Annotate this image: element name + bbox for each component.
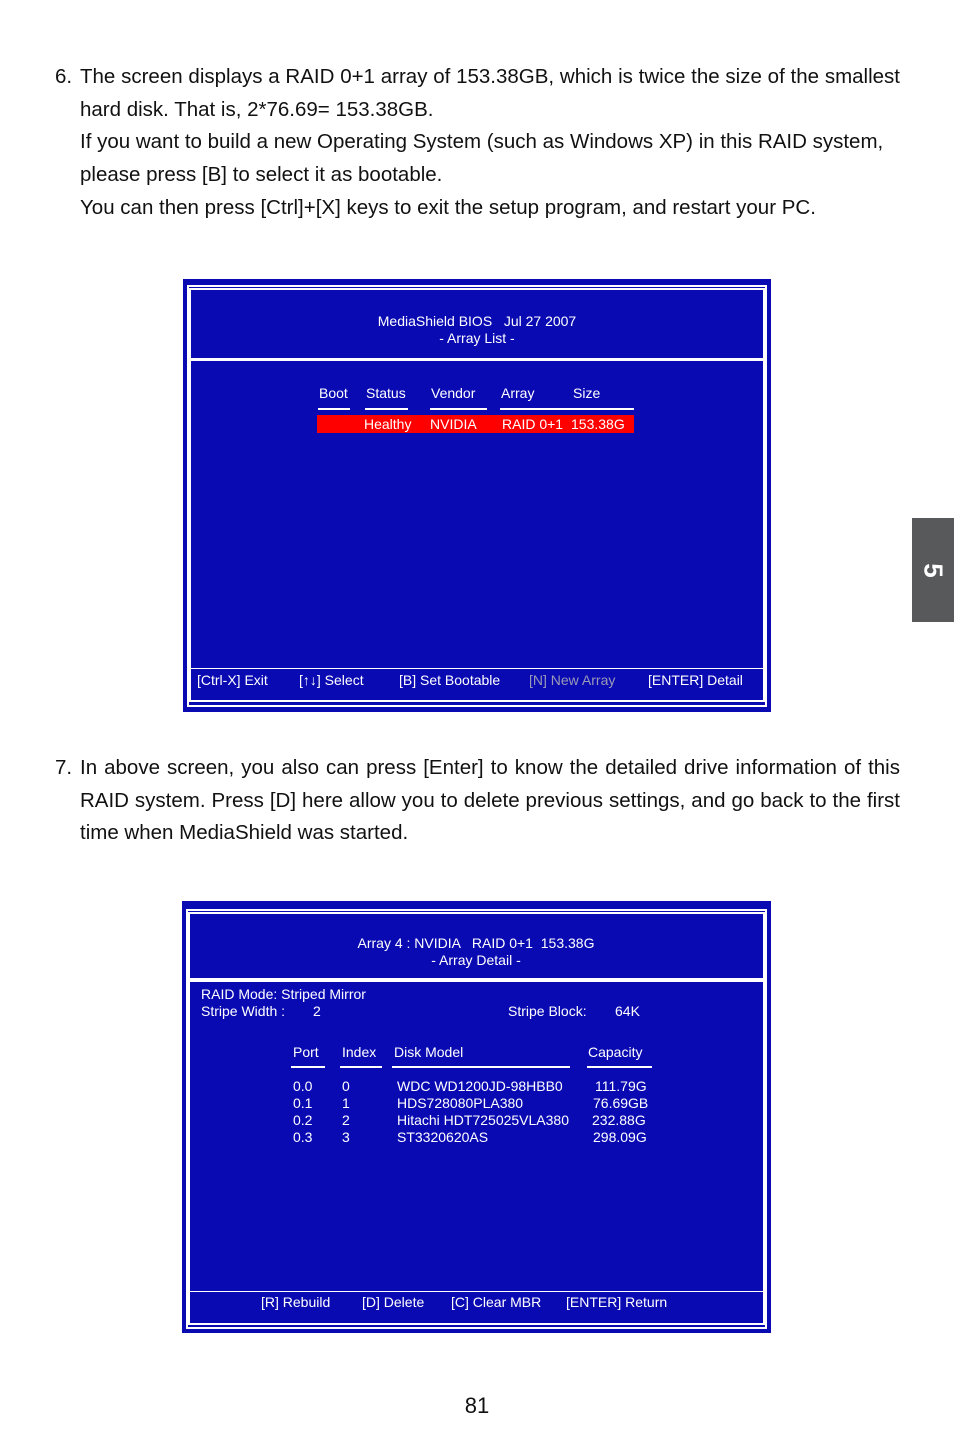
bios-title (191, 313, 763, 347)
stripe-block-value: 64K (615, 1003, 640, 1019)
step-7-text: In above screen, you also can press [Enter] to know the detailed drive information of this RAID system. Press [D] here allow you to delete previous settings, and go back to the first time when MediaShield was started. (80, 756, 900, 845)
footer-divider (191, 668, 763, 669)
stripe-width-label: Stripe Width : (201, 1003, 286, 1019)
row-status: Healthy (364, 416, 412, 432)
step-6-line-1: The screen displays a RAID 0+1 array of 153.38GB, which is twice the size of the smallest hard disk. That is, 2*76.69= 153.38GB. (80, 65, 900, 121)
footer-set-bootable[interactable]: [B] Set Bootable (399, 672, 501, 688)
stripe-block-label: Stripe Block: (508, 1003, 587, 1019)
col-boot-underline (318, 408, 350, 410)
row-index: 3 (342, 1129, 350, 1145)
row-capacity: 111.79G (595, 1078, 647, 1094)
footer-divider (190, 1291, 763, 1292)
col-vendor-underline (430, 408, 487, 410)
col-capacity-header: Capacity (588, 1044, 643, 1060)
col-size-header: Size (573, 385, 601, 401)
step-7 (55, 752, 900, 850)
body-panel (189, 359, 765, 702)
body-panel (188, 980, 765, 1325)
row-model: ST3320620AS (397, 1129, 489, 1145)
col-index-header: Index (342, 1044, 377, 1060)
bios-subtitle: - Array List - (439, 330, 515, 346)
footer-exit[interactable]: [Ctrl-X] Exit (197, 672, 268, 688)
row-index: 0 (342, 1078, 350, 1094)
row-port: 0.2 (293, 1112, 313, 1128)
row-array: RAID 0+1 (502, 416, 564, 432)
row-port: 0.3 (293, 1129, 313, 1145)
row-index: 2 (342, 1112, 350, 1128)
step-6-number: 6. (55, 65, 73, 88)
footer-select[interactable] (299, 672, 364, 688)
row-port: 0.1 (293, 1095, 313, 1111)
footer-detail[interactable]: [ENTER] Detail (648, 672, 743, 688)
down-arrow-icon: ↓ (309, 672, 317, 688)
col-index-underline (340, 1066, 382, 1068)
raid-mode: RAID Mode: Striped Mirror (201, 986, 366, 1002)
col-array-header: Array (501, 385, 535, 401)
chapter-tab (912, 518, 954, 622)
col-array-size-underline (500, 408, 634, 410)
row-model: Hitachi HDT725025VLA380 (397, 1112, 569, 1128)
row-model: WDC WD1200JD-98HBB0 (397, 1078, 563, 1094)
row-port: 0.0 (293, 1078, 313, 1094)
col-status-header: Status (366, 385, 406, 401)
col-vendor-header: Vendor (431, 385, 476, 401)
step-6 (55, 61, 900, 225)
col-port-underline (291, 1066, 325, 1068)
col-disk-model-header: Disk Model (394, 1044, 464, 1060)
footer-rebuild[interactable]: [R] Rebuild (261, 1294, 331, 1310)
row-capacity: 76.69GB (593, 1095, 649, 1111)
detail-title (190, 935, 762, 969)
footer-new-array: [N] New Array (529, 672, 616, 688)
col-port-header: Port (293, 1044, 319, 1060)
up-arrow-icon: ↑ (302, 672, 310, 688)
bios-array-detail-screen (182, 901, 771, 1333)
select-bracket-open: [ (299, 672, 303, 688)
chapter-number: 5 (918, 562, 949, 578)
step-6-line-3: You can then press [Ctrl]+[X] keys to exit the setup program, and restart your PC. (80, 195, 816, 219)
row-capacity: 298.09G (593, 1129, 647, 1145)
detail-title-text: Array 4 : NVIDIA RAID 0+1 153.38G (357, 935, 595, 951)
bios-title-text: MediaShield BIOS Jul 27 2007 (377, 313, 577, 329)
col-capacity-underline (587, 1066, 652, 1068)
row-capacity: 232.88G (592, 1112, 646, 1128)
select-label: ] Select (316, 672, 364, 688)
col-status-underline (365, 408, 408, 410)
footer-delete[interactable]: [D] Delete (362, 1294, 425, 1310)
bios-array-list-screen (183, 279, 771, 712)
row-index: 1 (342, 1095, 350, 1111)
footer-return[interactable]: [ENTER] Return (566, 1294, 668, 1310)
row-model: HDS728080PLA380 (397, 1095, 524, 1111)
step-6-line-2: If you want to build a new Operating System (such as Windows XP) in this RAID system, please press [B] to select it as bootable. (80, 130, 884, 187)
stripe-width-value: 2 (313, 1003, 321, 1019)
footer-clear-mbr[interactable]: [C] Clear MBR (451, 1294, 542, 1310)
col-disk-model-underline (392, 1066, 570, 1068)
page-number: 81 (464, 1393, 490, 1418)
detail-subtitle: - Array Detail - (431, 952, 521, 968)
col-boot-header: Boot (319, 385, 348, 401)
row-size: 153.38G (571, 416, 625, 432)
row-vendor: NVIDIA (430, 416, 477, 432)
step-7-number: 7. (55, 756, 73, 779)
